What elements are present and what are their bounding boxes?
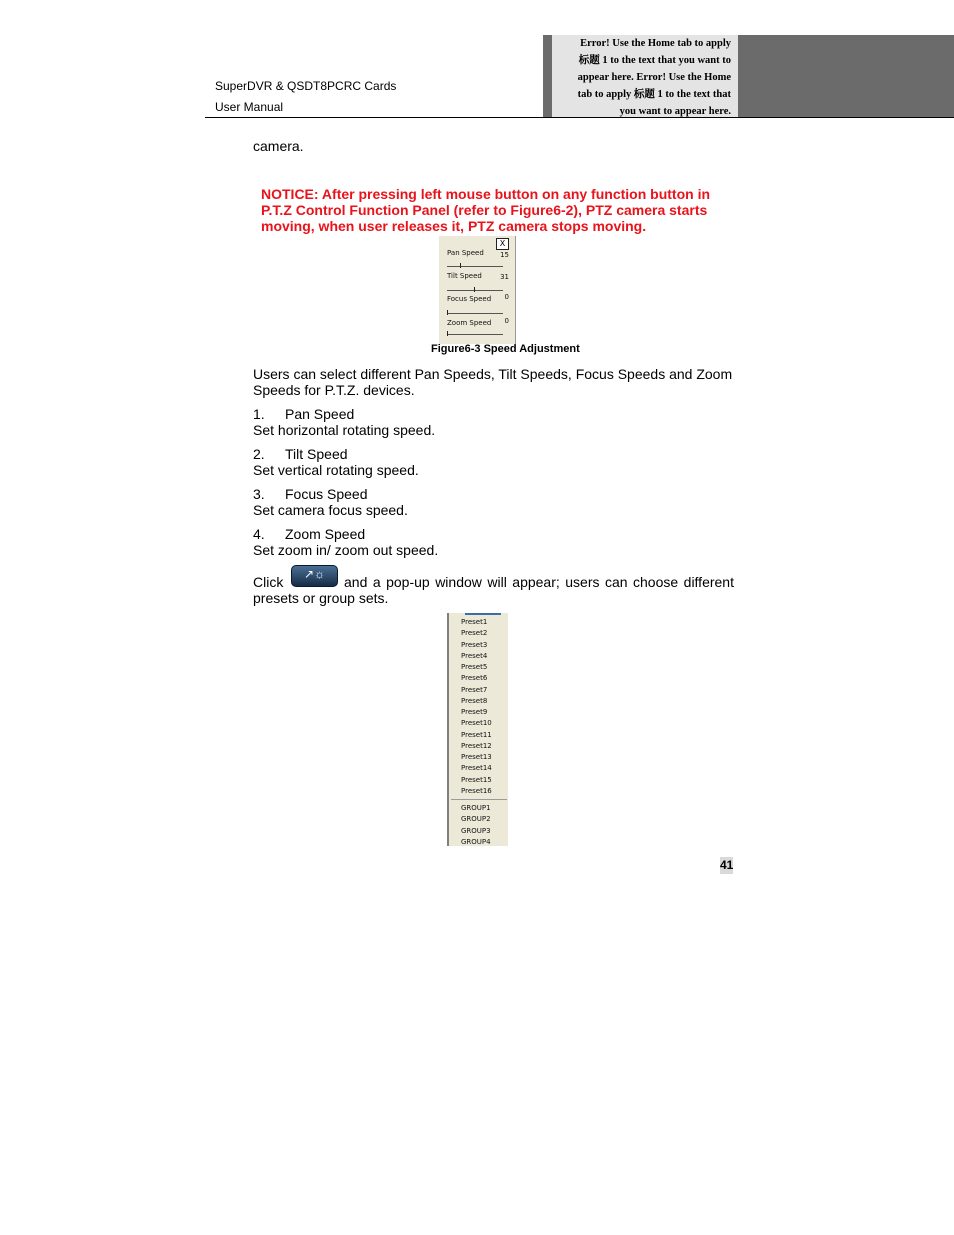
- intro-text: camera.: [253, 138, 304, 154]
- zoom-speed-slider-thumb[interactable]: [447, 331, 448, 336]
- header-manual-label: User Manual: [215, 100, 284, 114]
- focus-speed-slider-thumb[interactable]: [447, 310, 448, 315]
- preset-menu-item[interactable]: Preset1: [461, 618, 488, 626]
- list-number: 2.: [253, 446, 265, 462]
- preset-menu-item[interactable]: Preset14: [461, 764, 492, 773]
- header-error-line: tab to apply 标题 1 to the text that: [577, 89, 731, 100]
- focus-speed-slider[interactable]: [447, 313, 503, 314]
- preset-menu-item[interactable]: Preset9: [461, 708, 488, 716]
- page-number: 41: [720, 858, 734, 872]
- focus-speed-value: 0: [504, 293, 509, 301]
- preset-menu-item[interactable]: Preset10: [461, 719, 492, 728]
- figure-caption: Figure6-3 Speed Adjustment: [431, 343, 580, 355]
- click-text-line2: presets or group sets.: [253, 590, 389, 606]
- list-item-desc: Set zoom in/ zoom out speed.: [253, 542, 439, 558]
- preset-menu-item[interactable]: Preset4: [461, 651, 488, 660]
- preset-button[interactable]: [291, 565, 338, 587]
- preset-popup-menu: [447, 613, 508, 846]
- group-menu-item[interactable]: GROUP3: [461, 826, 491, 835]
- header-error-text: [552, 35, 731, 120]
- preset-menu-item[interactable]: Preset12: [461, 741, 492, 750]
- click-word: Click: [253, 574, 284, 590]
- group-menu-item[interactable]: GROUP1: [461, 804, 491, 812]
- preset-menu-item[interactable]: Preset3: [461, 640, 488, 649]
- click-text-line1: and a pop-up window will appear; users can choose different: [344, 574, 734, 590]
- group-menu-item[interactable]: GROUP2: [461, 815, 491, 824]
- focus-speed-label: Focus Speed: [447, 295, 492, 303]
- tilt-speed-value: 31: [500, 273, 509, 281]
- header-divider: [205, 117, 954, 118]
- preset-menu-item[interactable]: Preset5: [461, 663, 488, 671]
- list-number: 4.: [253, 526, 265, 542]
- speed-adjustment-panel: [439, 236, 516, 344]
- group-menu-item[interactable]: GROUP4: [461, 837, 491, 846]
- preset-menu-item[interactable]: Preset8: [461, 696, 488, 705]
- list-item-title: Zoom Speed: [285, 526, 366, 542]
- header-error-line: Error! Use the Home tab to apply: [580, 38, 731, 49]
- tilt-speed-slider-thumb[interactable]: [474, 287, 475, 292]
- pan-speed-label: Pan Speed: [447, 249, 484, 257]
- list-item-desc: Set vertical rotating speed.: [253, 462, 419, 478]
- pan-speed-value: 15: [500, 251, 509, 259]
- preset-menu-item[interactable]: Preset15: [461, 775, 492, 784]
- header-error-line: appear here. Error! Use the Home: [577, 72, 731, 83]
- preset-arrow-icon: ↗☼: [303, 567, 326, 581]
- preset-menu-item[interactable]: Preset16: [461, 786, 492, 795]
- zoom-speed-value: 0: [504, 317, 509, 325]
- list-item-desc: Set camera focus speed.: [253, 502, 408, 518]
- list-number: 3.: [253, 486, 265, 502]
- zoom-speed-label: Zoom Speed: [447, 319, 492, 327]
- list-item-title: Focus Speed: [285, 486, 368, 502]
- header-product-name: SuperDVR & QSDT8PCRC Cards: [215, 79, 397, 93]
- close-button[interactable]: X: [496, 238, 509, 250]
- header-error-line: 标题 1 to the text that you want to: [578, 55, 731, 66]
- zoom-speed-slider[interactable]: [447, 334, 503, 335]
- preset-menu-item[interactable]: Preset6: [461, 674, 488, 683]
- pan-speed-slider[interactable]: [447, 266, 503, 267]
- preset-menu-item[interactable]: Preset7: [461, 685, 488, 694]
- tilt-speed-label: Tilt Speed: [447, 272, 482, 280]
- list-item-desc: Set horizontal rotating speed.: [253, 422, 436, 438]
- menu-top-accent: [465, 613, 501, 615]
- list-item-title: Tilt Speed: [285, 446, 348, 462]
- preset-menu-item[interactable]: Preset13: [461, 753, 492, 761]
- header-error-line: you want to appear here.: [619, 106, 731, 117]
- list-item-title: Pan Speed: [285, 406, 355, 422]
- menu-separator: [451, 799, 507, 800]
- preset-menu-item[interactable]: Preset2: [461, 629, 488, 638]
- pan-speed-slider-thumb[interactable]: [460, 263, 461, 268]
- speeds-paragraph: Users can select different Pan Speeds, Tilt Speeds, Focus Speeds and Zoom Speeds for P.T.Z. devices.: [253, 366, 733, 398]
- tilt-speed-slider[interactable]: [447, 290, 503, 291]
- notice-text: NOTICE: After pressing left mouse button on any function button in P.T.Z Control Function Panel (refer to Figure6-2), PTZ camera starts moving, when user releases it, PTZ camera stops moving.: [261, 186, 711, 234]
- list-number: 1.: [253, 406, 265, 422]
- preset-menu-item[interactable]: Preset11: [461, 730, 492, 739]
